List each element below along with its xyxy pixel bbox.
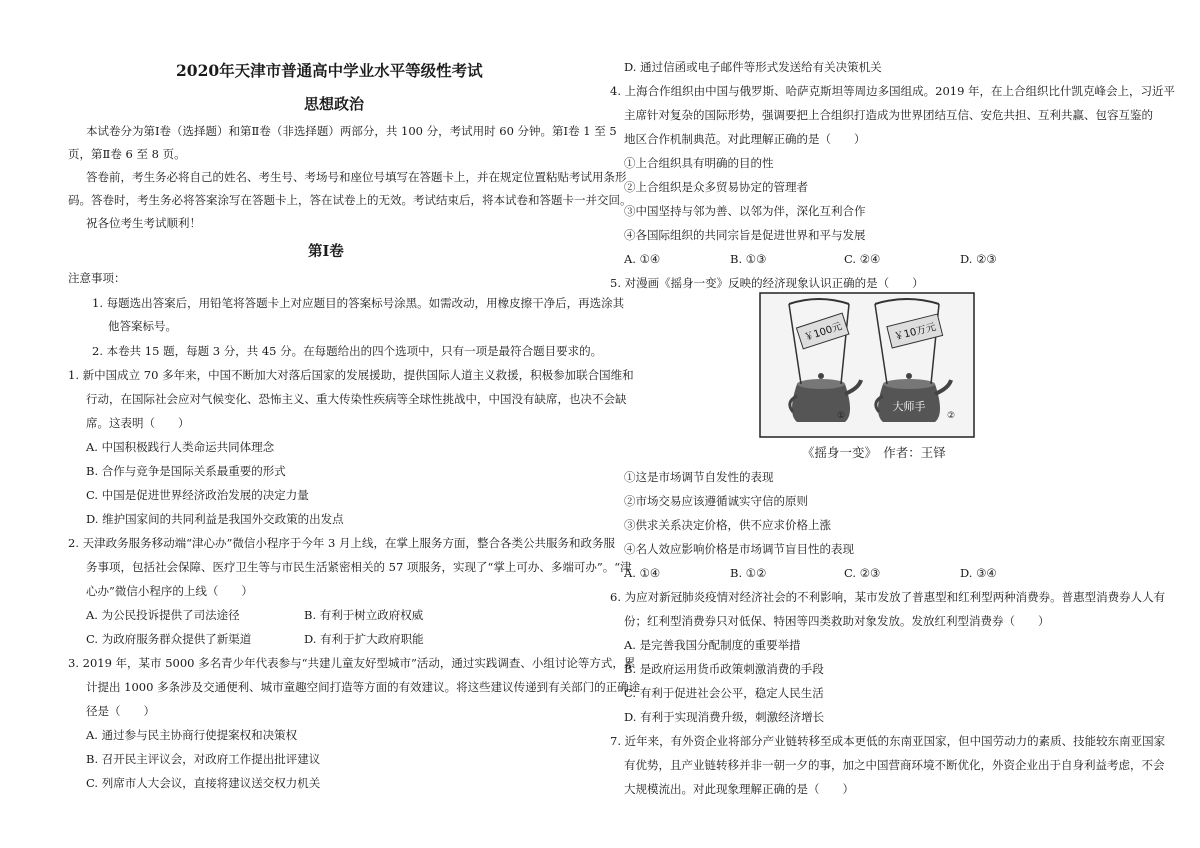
question-4-option-b: B. ①③ (730, 252, 767, 266)
question-1-option-a: A. 中国积极践行人类命运共同体理念 (86, 440, 275, 454)
question-4-statement: ③中国坚持与邻为善、以邻为伴，深化互利合作 (624, 204, 866, 218)
question-3-stem: 径是（ ） (86, 704, 155, 718)
question-3-option-b: B. 召开民主评议会，对政府工作提出批评建议 (86, 752, 321, 766)
note-line: 1. 每题选出答案后，用铅笔将答题卡上对应题目的答案标号涂黑。如需改动，用橡皮擦干净后，再选涂其 (92, 296, 625, 310)
question-2-stem: 务事项，包括社会保障、医疗卫生等与市民生活紧密相关的 57 项服务，实现了“掌上可办、多端可办”。“津 (86, 560, 632, 574)
notes-label: 注意事项： (68, 271, 126, 285)
question-1-option-d: D. 维护国家间的共同利益是我国外交政策的出发点 (86, 512, 344, 526)
question-3-option-d: D. 通过信函或电子邮件等形式发送给有关决策机关 (624, 60, 882, 74)
question-4-option-c: C. ②④ (844, 252, 881, 266)
question-5-statement: ②市场交易应该遵循诚实守信的原则 (624, 494, 808, 508)
question-5-statement: ③供求关系决定价格，供不应求价格上涨 (624, 518, 831, 532)
question-5-option-d: D. ③④ (960, 566, 997, 580)
section-title: 第Ⅰ卷 (308, 243, 344, 260)
question-4-statement: ①上合组织具有明确的目的性 (624, 156, 774, 170)
question-1-stem: 1. 新中国成立 70 多年来，中国不断加大对落后国家的发展援助，提供国际人道主义救援，积极参加联合国维和 (68, 368, 634, 382)
question-5-option-b: B. ①② (730, 566, 767, 580)
exam-title: 2020年天津市普通高中学业水平等级性考试 (176, 61, 483, 80)
left-price-sign: ￥100元 (802, 321, 844, 344)
exam-subject: 思想政治 (304, 95, 365, 113)
question-6-stem: 份；红利型消费券只对低保、特困等四类救助对象发放。发放红利型消费券（ ） (624, 614, 1050, 628)
left-circle-number: ① (837, 411, 846, 421)
question-6-stem: 6. 为应对新冠肺炎疫情对经济社会的不利影响，某市发放了普惠型和红利型两种消费券。普惠型消费券人人有 (610, 590, 1166, 604)
question-3-stem: 计提出 1000 多条涉及交通便利、城市童趣空间打造等方面的有效建议。将这些建议传递到有关部门的正确途 (86, 680, 641, 694)
pot-label: 大师手 (892, 400, 926, 413)
question-4-stem: 主席针对复杂的国际形势，强调要把上合组织打造成为世界团结互信、安危共担、互利共赢、包容互鉴的 (624, 108, 1153, 122)
question-3-stem: 3. 2019 年，某市 5000 多名青少年代表参与“共建儿童友好型城市”活动，通过实践调查、小组讨论等方式，累 (68, 656, 636, 670)
question-1-stem: 席。这表明（ ） (86, 416, 190, 430)
intro-line: 页，第Ⅱ卷 6 至 8 页。 (68, 147, 186, 161)
question-2-option-a: A. 为公民投诉提供了司法途径 (86, 608, 240, 622)
question-2-stem: 心办”微信小程序的上线（ ） (86, 584, 253, 598)
intro-line: 祝各位考生考试顺利！ (86, 216, 201, 230)
question-2-option-c: C. 为政府服务群众提供了新渠道 (86, 632, 252, 646)
question-4-stem: 4. 上海合作组织由中国与俄罗斯、哈萨克斯坦等周边多国组成。2019 年，在上合组织比什凯克峰会上，习近平 (610, 84, 1176, 98)
question-5-stem: 5. 对漫画《摇身一变》反映的经济现象认识正确的是（ ） (610, 276, 924, 290)
question-5-option-c: C. ②③ (844, 566, 881, 580)
question-4-stem: 地区合作机制典范。对此理解正确的是（ ） (624, 132, 866, 146)
question-6-option-b: B. 是政府运用货币政策刺激消费的手段 (624, 662, 824, 676)
question-7-stem: 大规模流出。对此现象理解正确的是（ ） (624, 782, 854, 796)
intro-line: 本试卷分为第Ⅰ卷（选择题）和第Ⅱ卷（非选择题）两部分，共 100 分，考试用时 60 分钟。第Ⅰ卷 1 至 5 (86, 124, 617, 138)
question-2-option-d: D. 有利于扩大政府职能 (304, 632, 424, 646)
question-6-option-a: A. 是完善我国分配制度的重要举措 (624, 638, 801, 652)
question-5-statement: ①这是市场调节自发性的表现 (624, 470, 774, 484)
question-6-option-d: D. 有利于实现消费升级，刺激经济增长 (624, 710, 825, 724)
question-4-option-a: A. ①④ (624, 252, 661, 266)
question-3-option-c: C. 列席市人大会议，直接将建议送交权力机关 (86, 776, 321, 790)
question-1-stem: 行动，在国际社会应对气候变化、恐怖主义、重大传染性疾病等全球性挑战中，中国没有缺席，也决不会缺 (86, 392, 627, 406)
intro-line: 码。答卷时，考生务必将答案涂写在答题卡上，答在试卷上的无效。考试结束后，将本试卷和答题卡一并交回。 (68, 193, 632, 207)
question-5-statement: ④名人效应影响价格是市场调节盲目性的表现 (624, 542, 854, 556)
question-4-statement: ②上合组织是众多贸易协定的管理者 (624, 180, 808, 194)
intro-line: 答卷前，考生务必将自己的姓名、考生号、考场号和座位号填写在答题卡上，并在规定位置粘贴考试用条形 (86, 170, 627, 184)
question-3-option-a: A. 通过参与民主协商行使提案权和决策权 (86, 728, 298, 742)
cartoon-figure (759, 292, 975, 438)
question-2-stem: 2. 天津政务服务移动端“津心办”微信小程序于今年 3 月上线，在掌上服务方面，整合各类公共服务和政务服 (68, 536, 616, 550)
question-7-stem: 7. 近年来，有外资企业将部分产业链转移至成本更低的东南亚国家，但中国劳动力的素质、技能较东南亚国家 (610, 734, 1166, 748)
question-4-option-d: D. ②③ (960, 252, 997, 266)
right-price-sign: ￥10万元 (893, 321, 938, 343)
note-line: 2. 本卷共 15 题，每题 3 分，共 45 分。在每题给出的四个选项中，只有一项是最符合题目要求的。 (92, 344, 603, 358)
note-line: 他答案标号。 (108, 319, 177, 333)
teapot-cartoon (759, 292, 975, 438)
right-circle-number: ② (947, 411, 956, 421)
question-5-option-a: A. ①④ (624, 566, 661, 580)
figure-caption: 《摇身一变》 作者：王铎 (802, 445, 946, 460)
question-2-option-b: B. 有利于树立政府权威 (304, 608, 424, 622)
question-6-option-c: C. 有利于促进社会公平，稳定人民生活 (624, 686, 824, 700)
question-1-option-b: B. 合作与竞争是国际关系最重要的形式 (86, 464, 286, 478)
question-1-option-c: C. 中国是促进世界经济政治发展的决定力量 (86, 488, 309, 502)
question-4-statement: ④各国际组织的共同宗旨是促进世界和平与发展 (624, 228, 866, 242)
question-7-stem: 有优势，且产业链转移并非一朝一夕的事，加之中国营商环境不断优化，外资企业出于自身利益考虑，不会 (624, 758, 1165, 772)
